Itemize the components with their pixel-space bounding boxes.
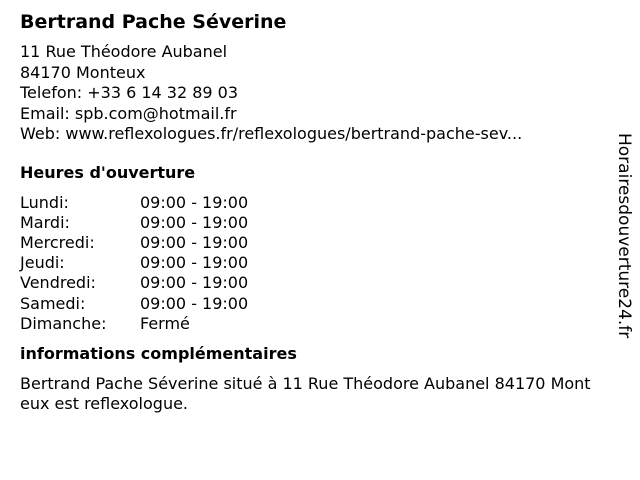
day-label: Lundi: [20, 192, 69, 212]
time-value: 09:00 - 19:00 [140, 273, 249, 293]
info-description: Bertrand Pache Séverine situé à 11 Rue Théodore Aubanel 84170 Monteux est reflexologue. [20, 373, 591, 414]
hours-row-lundi [20, 193, 600, 213]
email-line[interactable]: Email: spb.com@hotmail.fr [20, 103, 237, 123]
day-label: Dimanche: [20, 313, 107, 333]
address-line-city: 84170 Monteux [20, 62, 146, 82]
day-label: Mercredi: [20, 232, 95, 252]
hours-row-jeudi [20, 253, 600, 273]
time-value: Fermé [140, 313, 190, 333]
web-line[interactable]: Web: www.reflexologues.fr/reflexologues/bertrand-pache-sev... [20, 124, 523, 143]
hours-row-dimanche [20, 314, 600, 334]
day-label: Jeudi: [20, 253, 65, 273]
time-value: 09:00 - 19:00 [140, 293, 249, 313]
day-label: Mardi: [20, 212, 70, 232]
hours-table [20, 193, 600, 334]
hours-heading: Heures d'ouverture [20, 162, 196, 182]
time-value: 09:00 - 19:00 [140, 232, 249, 252]
hours-row-samedi [20, 294, 600, 314]
day-label: Vendredi: [20, 273, 96, 293]
hours-row-mardi [20, 213, 600, 233]
day-label: Samedi: [20, 293, 86, 313]
site-watermark: Horairesdouverture24.fr [614, 133, 634, 339]
time-value: 09:00 - 19:00 [140, 192, 249, 212]
business-name: Bertrand Pache Séverine [20, 11, 287, 33]
phone-line[interactable]: Telefon: +33 6 14 32 89 03 [20, 83, 239, 102]
hours-row-vendredi [20, 273, 600, 293]
contact-block [20, 42, 600, 145]
time-value: 09:00 - 19:00 [140, 253, 249, 273]
address-line-street: 11 Rue Théodore Aubanel [20, 42, 228, 61]
time-value: 09:00 - 19:00 [140, 212, 249, 232]
business-card [20, 8, 600, 415]
info-heading: informations complémentaires [20, 343, 297, 363]
hours-row-mercredi [20, 233, 600, 253]
